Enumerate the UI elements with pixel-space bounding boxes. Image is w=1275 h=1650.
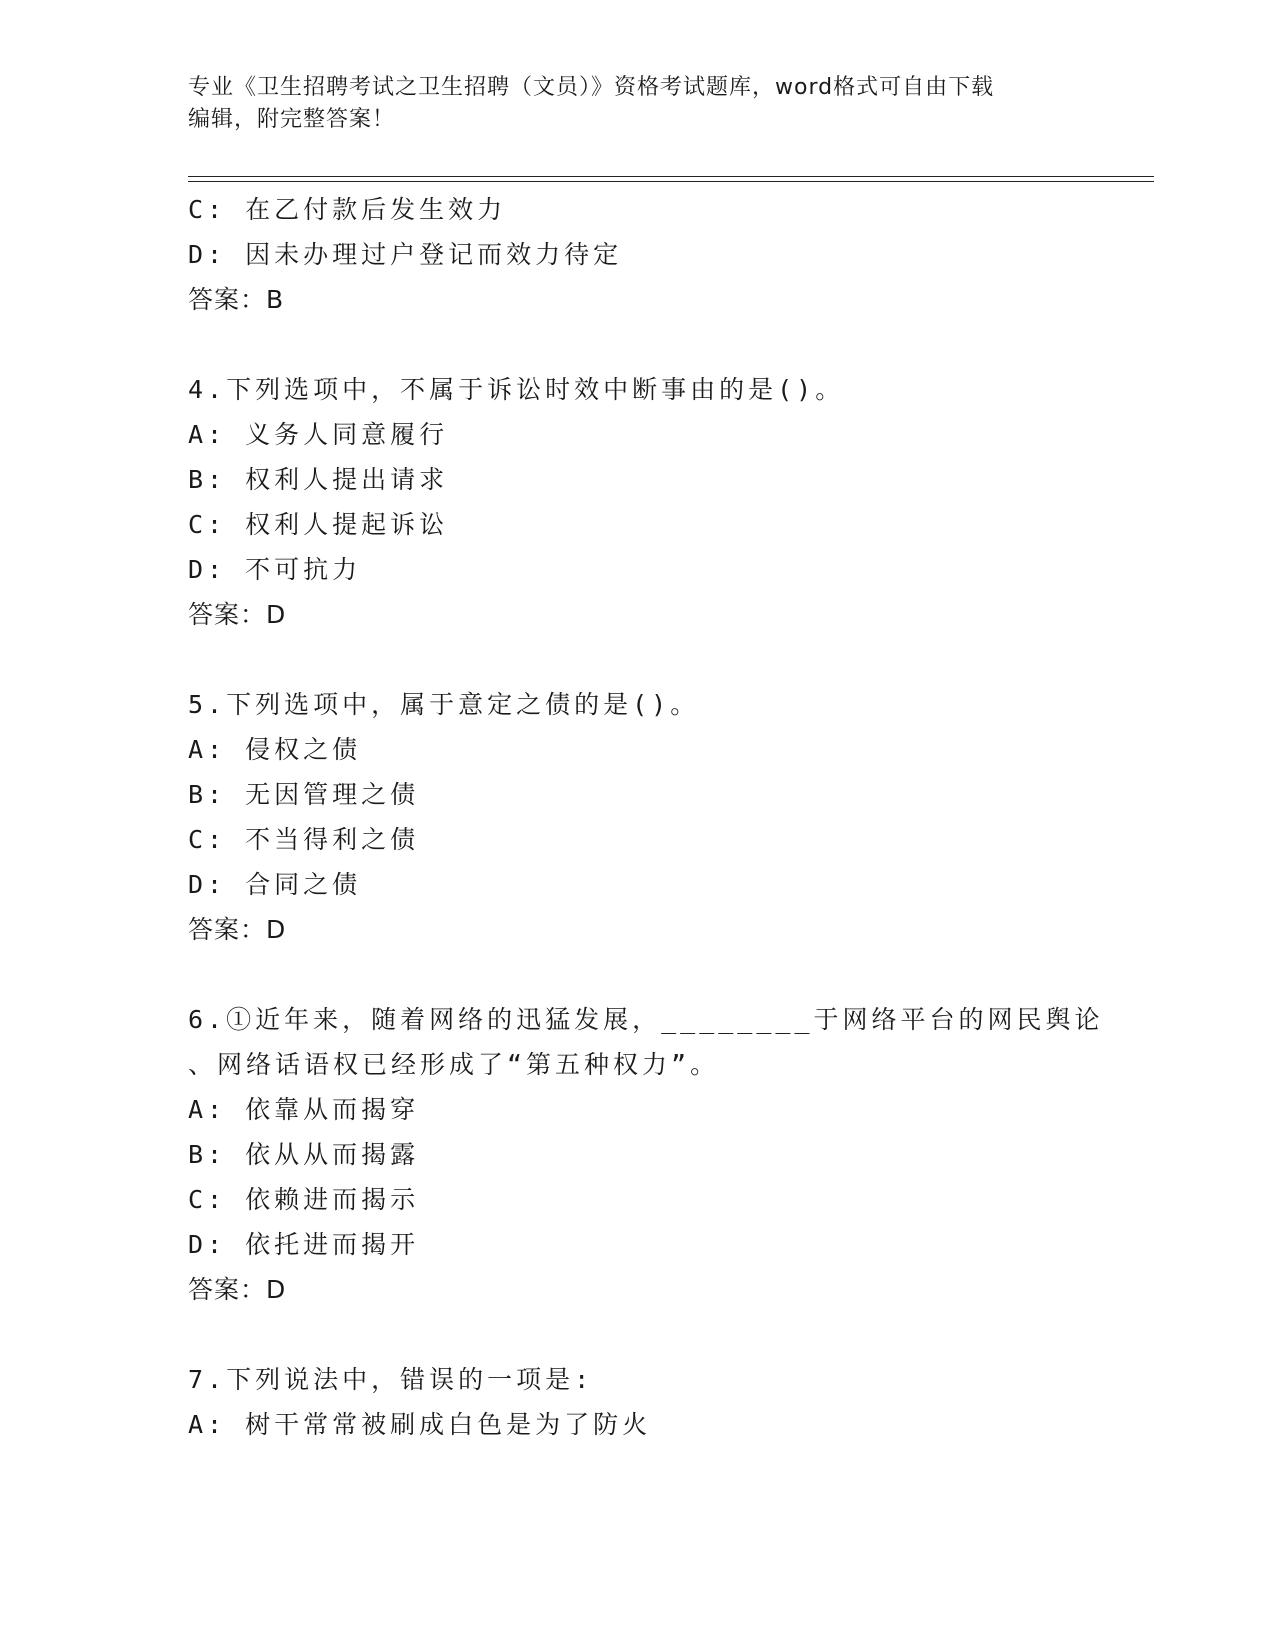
q7-question: 7.下列说法中，错误的一项是: [188, 1365, 594, 1394]
q4-option-a: A: 义务人同意履行 [188, 420, 449, 449]
q5-option-a: A: 侵权之债 [188, 735, 362, 764]
header-line-1: 专业《卫生招聘考试之卫生招聘（文员）》资格考试题库，word格式可自由下载 [188, 75, 995, 100]
q6-option-a: A: 依靠从而揭穿 [188, 1095, 420, 1124]
prev-option-c: C: 在乙付款后发生效力 [188, 195, 507, 224]
q6-question-line-1: 6.①近年来，随着网络的迅猛发展，________于网络平台的网民舆论 [188, 1005, 1104, 1034]
prev-answer: 答案：B [188, 285, 285, 314]
q4-question: 4.下列选项中，不属于诉讼时效中断事由的是()。 [188, 375, 845, 404]
q5-question: 5.下列选项中，属于意定之债的是()。 [188, 690, 700, 719]
q5-option-b: B: 无因管理之债 [188, 780, 420, 809]
q6-question-line-2: 、网络话语权已经形成了“第五种权力”。 [188, 1050, 720, 1079]
q4-option-d: D: 不可抗力 [188, 555, 362, 584]
q4-option-c: C: 权利人提起诉讼 [188, 510, 449, 539]
q5-option-d: D: 合同之债 [188, 870, 362, 899]
header-rule-top [188, 176, 1154, 177]
q6-option-d: D: 依托进而揭开 [188, 1230, 420, 1259]
q5-option-c: C: 不当得利之债 [188, 825, 420, 854]
q7-option-a: A: 树干常常被刷成白色是为了防火 [188, 1410, 652, 1439]
q6-answer: 答案：D [188, 1275, 287, 1304]
header-rule-bottom [188, 181, 1154, 182]
q4-option-b: B: 权利人提出请求 [188, 465, 449, 494]
q5-answer: 答案：D [188, 915, 287, 944]
q6-option-b: B: 依从从而揭露 [188, 1140, 420, 1169]
q6-option-c: C: 依赖进而揭示 [188, 1185, 420, 1214]
header-line-2: 编辑，附完整答案！ [188, 107, 396, 132]
q4-answer: 答案：D [188, 600, 287, 629]
prev-option-d: D: 因未办理过户登记而效力待定 [188, 240, 623, 269]
